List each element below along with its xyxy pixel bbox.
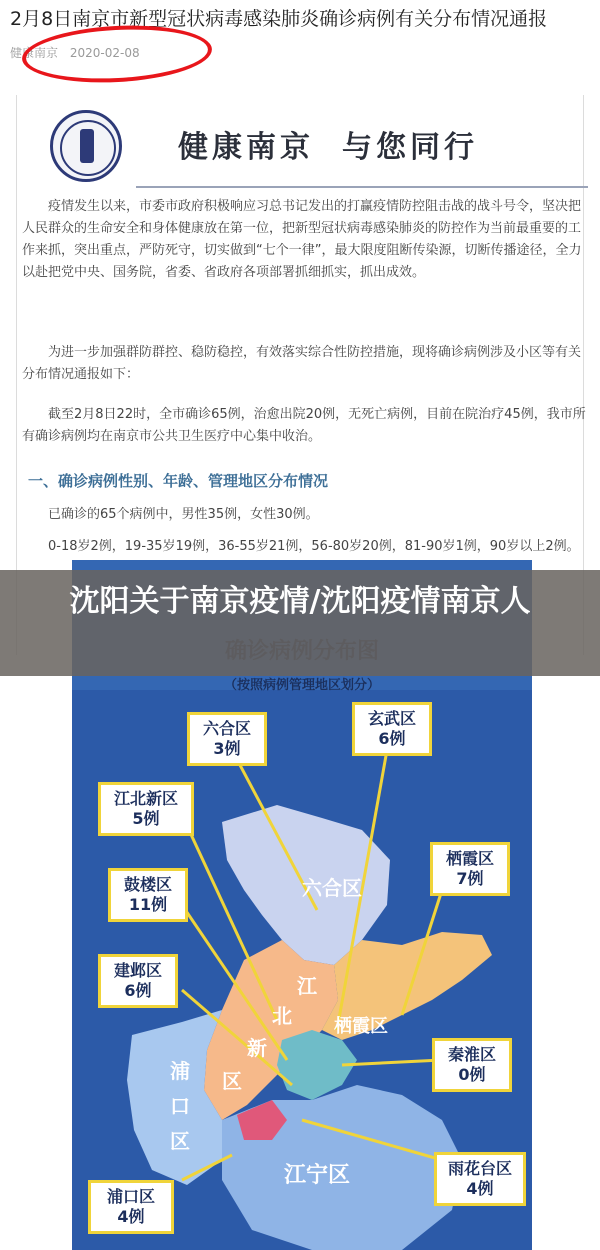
district-label-kou: 口 [170,1094,190,1118]
callout-qixia-count: 7例 [456,869,484,888]
callout-jianye-name: 建邺区 [113,961,162,980]
article-headline: 2月8日南京市新型冠状病毒感染肺炎确诊病例有关分布情况通报 [10,8,548,30]
callout-pukou-name: 浦口区 [106,1187,155,1206]
callout-xuanwu [352,702,432,756]
callout-jiangbei-count: 5例 [132,809,160,828]
article-date: 2020-02-08 [69,46,140,60]
paragraph-notice: 为进一步加强群防群控、稳防稳控，有效落实综合性防控措施，现将确诊病例涉及小区等有关分布情况通报如下： [22,345,582,382]
district-label-liuhe: 六合区 [302,876,362,900]
banner-title-right: 与您同行 [342,130,478,165]
paragraph-stats: 截至2月8日22时，全市确诊65例，治愈出院20例，无死亡病例，目前在院治疗45例，我市所有确诊病例均在南京市公共卫生医疗中心集中收治。 [22,407,586,444]
callout-qixia-name: 栖霞区 [445,849,494,868]
callout-qinhuai-name: 秦淮区 [447,1045,496,1064]
callout-jiangbei-name: 江北新区 [113,789,178,808]
district-label-bei: 北 [272,1004,292,1028]
callout-gulou [108,868,188,922]
district-label-qu2: 区 [170,1129,190,1153]
overlay-title: 沈阳关于南京疫情/沈阳疫情南京人 [69,584,531,619]
map-subtitle: （按照病例管理地区划分） [223,678,380,693]
article-source[interactable]: 健康南京 [10,46,59,60]
callout-jianye-count: 6例 [124,981,152,1000]
district-label-qixia: 栖霞区 [334,1016,388,1037]
district-label-xin: 新 [247,1036,267,1060]
health-emblem-icon [50,110,122,182]
callout-pukou-count: 4例 [117,1207,145,1226]
district-label-jiang: 江 [297,974,317,998]
section-heading: 一、确诊病例性别、年龄、管理地区分布情况 [28,472,329,490]
callout-xuanwu-count: 6例 [378,729,406,748]
callout-liuhe-name: 六合区 [202,719,251,738]
district-label-qu: 区 [222,1069,242,1093]
callout-liuhe [187,712,267,766]
district-label-jiangning: 江宁区 [284,1163,351,1188]
gender-line: 已确诊的65个病例中，男性35例，女性30例。 [48,507,319,522]
callout-qinhuai [432,1038,512,1092]
age-line: 0-18岁2例，19-35岁19例，36-55岁21例，56-80岁20例，81-90岁1例，90岁以上2例。 [48,539,580,554]
callout-yuhuatai-count: 4例 [466,1179,494,1198]
overlay-band [0,570,600,676]
callout-gulou-count: 11例 [128,895,168,914]
callout-xuanwu-name: 玄武区 [367,709,416,728]
banner-title-left: 健康南京 [178,130,314,165]
callout-liuhe-count: 3例 [213,739,241,758]
paragraph-intro: 疫情发生以来，市委市政府积极响应习总书记发出的打赢疫情防控阻击战的战斗号令，坚决把人民群众的生命安全和身体健康放在第一位，把新型冠状病毒感染肺炎的防控作为当前最重要的工作来抓，突出重点，严防死守，切实做到“七个一律”，最大限度阻断传染源，切断传播途径，全力以赴把党中央、国务院，省委、省政府各项部署抓细抓实，抓出成效。 [22,199,582,280]
banner-rule [136,186,588,188]
callout-yuhuatai [434,1152,526,1206]
district-label-pu: 浦 [170,1059,190,1083]
callout-jianye [98,954,178,1008]
callout-yuhuatai-name: 雨花台区 [447,1159,512,1178]
callout-jiangbei [98,782,194,836]
callout-pukou [88,1180,174,1234]
banner-title [178,122,478,166]
callout-gulou-name: 鼓楼区 [123,875,172,894]
callout-qinhuai-count: 0例 [458,1065,486,1084]
banner [28,100,588,190]
callout-qixia [430,842,510,896]
